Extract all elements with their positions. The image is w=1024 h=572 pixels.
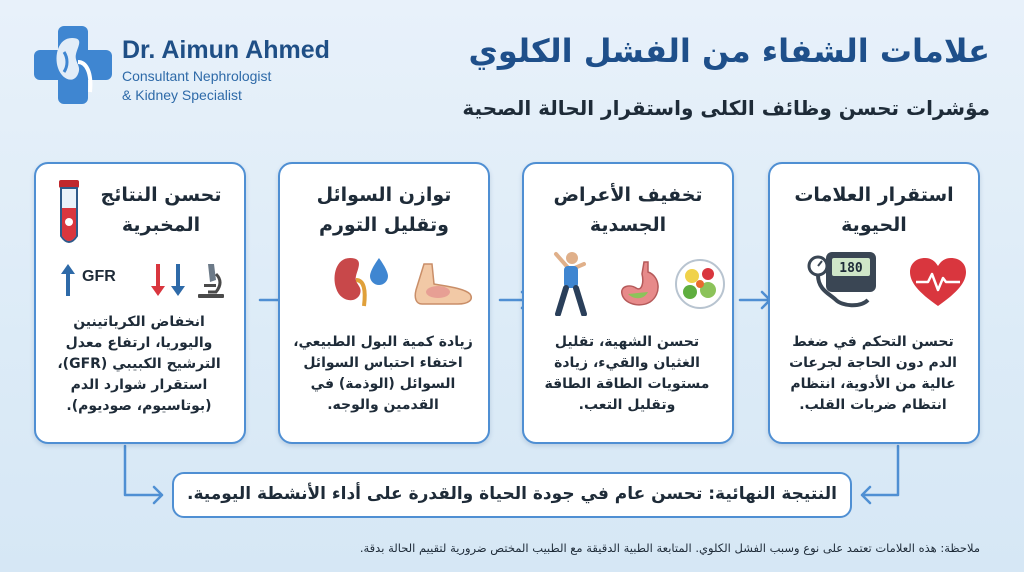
microscope-icon <box>194 260 228 300</box>
text-line: وتقليل التعب. <box>578 397 676 413</box>
vitals-icons <box>780 248 968 314</box>
text-line: تحسن التحكم في ضغط <box>792 334 954 350</box>
card-title-lab <box>86 180 236 240</box>
card-title-line-2: وتقليل التورم <box>319 214 449 236</box>
brand-subtitle-1: Consultant Nephrologist <box>122 68 272 84</box>
fluid-icons <box>290 254 478 306</box>
healthy-food-plate-icon <box>674 258 726 310</box>
text-line: الغثيان والقيء، زيادة <box>554 355 700 371</box>
text-line: عالية من الأدوية، انتظام <box>790 376 956 392</box>
connector-left-to-result <box>125 446 162 503</box>
card-title-line-1: توازن السوائل <box>316 184 452 206</box>
footnote: ملاحظة: هذه العلامات تعتمد على نوع وسبب الفشل الكلوي. المتابعة الطبية الدقيقة مع الطبيب المختص ضرورية لتقييم الحالة بدقة. <box>359 541 980 555</box>
card-text-lab <box>46 312 232 417</box>
text-line: واليوريا، ارتفاع معدل <box>65 335 213 351</box>
card-fluid-balance <box>278 162 490 444</box>
brand-subtitle-2: & Kidney Specialist <box>122 87 242 103</box>
water-drop-icon <box>368 256 390 286</box>
text-line: القدمين والوجه. <box>327 397 439 413</box>
text-line: الدم دون الحاجة لجرعات <box>789 355 957 371</box>
connector-arrow-3 <box>740 292 770 308</box>
page-title: علامات الشفاء من الفشل الكلوي <box>468 32 990 70</box>
card-title-line-2: الجسدية <box>589 214 667 236</box>
card-title-line-1: تحسن النتائج <box>100 184 222 206</box>
card-title-fluid <box>288 180 480 240</box>
text-line: الترشيح الكبيبي (GFR)، <box>57 356 221 372</box>
arrow-down-blue-icon <box>170 262 186 298</box>
bp-reading: 180 <box>839 261 863 276</box>
final-result-box: النتيجة النهائية: تحسن عام في جودة الحياة والقدرة على أداء الأنشطة اليومية. <box>172 472 852 518</box>
stretching-person-icon <box>550 250 592 316</box>
card-symptom-relief <box>522 162 734 444</box>
text-line: اختفاء احتباس السوائل <box>303 355 463 371</box>
card-title-vitals <box>778 180 970 240</box>
text-line: تحسن الشهية، تقليل <box>554 334 700 350</box>
symptom-icons <box>534 250 722 318</box>
connector-right-to-result <box>862 446 898 503</box>
brand-name: Dr. Aimun Ahmed <box>122 36 330 64</box>
card-title-line-1: استقرار العلامات <box>794 184 954 206</box>
stomach-icon <box>618 260 662 308</box>
text-line: السوائل (الوذمة) في <box>310 376 456 392</box>
card-title-line-2: المخبرية <box>121 214 201 236</box>
card-text-fluid <box>290 332 476 416</box>
card-text-symptoms <box>534 332 720 416</box>
heart-pulse-icon <box>908 256 968 308</box>
text-line: زيادة كمية البول الطبيعي، <box>293 334 473 350</box>
arrow-up-icon <box>60 262 76 298</box>
card-text-vitals <box>780 332 966 416</box>
card-lab-results <box>34 162 246 444</box>
text-line: مستويات الطاقة الطاقة <box>544 376 710 392</box>
text-line: استقرار شوارد الدم <box>70 377 208 393</box>
lab-icons <box>46 254 234 306</box>
text-line: انخفاض الكرياتينين <box>73 314 205 330</box>
arrow-down-red-icon <box>150 262 166 298</box>
blood-pressure-monitor-icon <box>806 250 880 312</box>
card-title-line-1: تخفيف الأعراض <box>553 184 703 206</box>
foot-icon <box>410 260 476 306</box>
text-line: انتظام ضربات القلب. <box>799 397 947 413</box>
text-line: (بوتاسيوم، صوديوم). <box>66 398 212 414</box>
card-title-symptoms <box>532 180 724 240</box>
card-vital-signs <box>768 162 980 444</box>
card-title-line-2: الحيوية <box>841 214 907 236</box>
kidney-cross-logo-icon <box>28 22 118 108</box>
page-subtitle: مؤشرات تحسن وظائف الكلى واستقرار الحالة الصحية <box>462 96 990 120</box>
test-tube-icon <box>56 178 82 248</box>
brand-block <box>122 36 372 103</box>
gfr-label: GFR <box>82 268 116 285</box>
